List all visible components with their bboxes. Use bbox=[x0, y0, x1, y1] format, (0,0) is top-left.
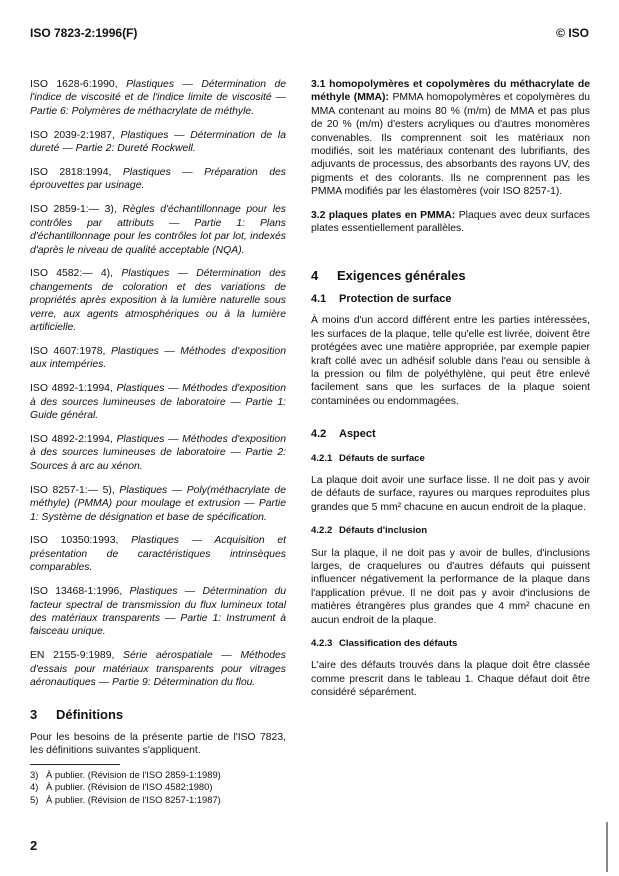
document-id: ISO 7823-2:1996(F) bbox=[30, 26, 138, 40]
section-3-text: Pour les besoins de la présente partie de l'ISO 7823, les définitions suivantes s'appliquent. bbox=[30, 731, 286, 757]
section-4-1-text: À moins d'un accord différent entre les parties intéressées, les surfaces de la plaque, telle qu'elle est livrée, doivent être protégées avec une matière appropriée, par exemple papier kraft collé avec un adhésif soluble dans l'eau ou sensible à la pression ou film de polyéthylène, qui peut être enlevé facilement sans que les surfaces de la plaque soient contaminées ou endommagées. bbox=[311, 315, 590, 407]
scan-edge-mark bbox=[606, 822, 608, 872]
reference-entry: ISO 4892-2:1994, Plastiques — Méthodes d'exposition à des sources lumineuses de laboratoire — Partie 2: Sources à arc au xénon. bbox=[30, 434, 286, 472]
reference-entry: ISO 1628-6:1990, Plastiques — Détermination de l'indice de viscosité et de l'indice limite de viscosité — Partie 6: Polymères de méthacrylate de méthyle. bbox=[30, 79, 287, 117]
reference-entry: ISO 4607:1978, Plastiques — Méthodes d'exposition aux intempéries. bbox=[30, 346, 286, 371]
footnote: 5) À publier. (Révision de l'ISO 8257-1:1987) bbox=[30, 793, 221, 805]
section-4-2-3-text: L'aire des défauts trouvés dans la plaque doit être classée comme prescrit dans le tableau 1. Chaque défaut doit être considéré séparément. bbox=[311, 660, 590, 699]
footnote-divider bbox=[30, 764, 120, 765]
left-column bbox=[30, 78, 286, 768]
page-number: 2 bbox=[30, 838, 38, 853]
section-4-2-2-text: Sur la plaque, il ne doit pas y avoir de bulles, d'inclusions larges, de craquelures ou d'autres défauts qui puissent influencer négativement la performance de la plaque dans l'application prévue. Il ne doit pas y avoir d'inclusions de matières étrangères plus grandes que 4 mm² chacune en aucun endroit de la plaque. bbox=[311, 547, 590, 626]
reference-entry: ISO 2818:1994, Plastiques — Préparation des éprouvettes par usinage. bbox=[30, 167, 286, 192]
definition-3-1: 3.1 homopolymères et copolymères du méthacrylate de méthyle (MMA): PMMA homopolymères et copolymères du MMA contenant au moins 80 % (m/m) de MMA et pas plus de 20 % (m/m) d'esters acryliques ou d'autres monomères convenables. Ils comprennent soit les matériaux non modifiés, soit les matériaux contenant des lubrifiants, des adjuvants de processus, des absorbants des rayons UV, des pigments et des colorants. Ils ne comprennent pas les PMMA modifiés par les élastomères (voir ISO 8257-1). bbox=[311, 79, 590, 198]
section-4-2-1-text: La plaque doit avoir une surface lisse. Il ne doit pas y avoir de défauts de surface, rayures ou marques reproduites plus grandes que 5 mm² chacune en aucun endroit de la plaque. bbox=[311, 474, 590, 513]
reference-entry: ISO 4582:— 4), Plastiques — Détermination des changements de coloration et des variations de propriétés après exposition à la lumière naturelle sous verre, aux agents atmosphériques ou à la lumière artificielle. bbox=[30, 268, 286, 334]
footnote: 4) À publier. (Révision de l'ISO 4582:1980) bbox=[30, 781, 213, 793]
reference-entry: ISO 8257-1:— 5), Plastiques — Poly(méthacrylate de méthyle) (PMMA) pour moulage et extrusion — Partie 1: Système de désignation et base de spécification. bbox=[30, 484, 286, 523]
section-4-2-heading: 4.2 Aspect bbox=[311, 428, 376, 441]
section-4-2-2-heading: 4.2.2 Défauts d'inclusion bbox=[311, 525, 428, 537]
section-3-heading: 3 Définitions bbox=[30, 706, 124, 722]
definition-3-2: 3.2 plaques plates en PMMA: Plaques avec deux surfaces plates essentiellement parallèles. bbox=[311, 209, 590, 235]
reference-entry: ISO 2039-2:1987, Plastiques — Détermination de la dureté — Partie 2: Dureté Rockwell. bbox=[30, 129, 286, 155]
section-4-heading: 4 Exigences générales bbox=[311, 268, 466, 284]
reference-entry: ISO 2859-1:— 3), Règles d'échantillonnage pour les contrôles par attributs — Partie 1: Plans d'échantillonnage pour les contrôles lot par lot, indexés d'après le niveau de qualité acceptable (NQA). bbox=[30, 204, 286, 256]
reference-entry: EN 2155-9:1989, Série aérospatiale — Méthodes d'essais pour matériaux transparents pour vitrages aéronautiques — Partie 9: Détermination du flou. bbox=[30, 650, 286, 689]
footnotes bbox=[30, 764, 290, 806]
reference-entry: ISO 10350:1993, Plastiques — Acquisition et présentation de caractéristiques intrinsèques comparables. bbox=[30, 535, 286, 574]
reference-entry: ISO 13468-1:1996, Plastiques — Détermination du facteur spectral de transmission du flux lumineux total des matériaux transparents — Partie 1: Instrument à faisceau unique. bbox=[30, 586, 287, 638]
reference-entry: ISO 4892-1:1994, Plastiques — Méthodes d'exposition à des sources lumineuses de laboratoire — Partie 1: Guide général. bbox=[30, 383, 286, 422]
section-4-2-3-heading: 4.2.3 Classification des défauts bbox=[311, 638, 458, 649]
section-4-2-1-heading: 4.2.1 Défauts de surface bbox=[311, 452, 425, 464]
footnote: 3) À publier. (Révision de l'ISO 2859-1:1989) bbox=[30, 769, 221, 780]
iso-mark: © ISO bbox=[556, 26, 589, 40]
right-column bbox=[311, 78, 590, 710]
section-4-1-heading: 4.1 Protection de surface bbox=[311, 292, 452, 305]
